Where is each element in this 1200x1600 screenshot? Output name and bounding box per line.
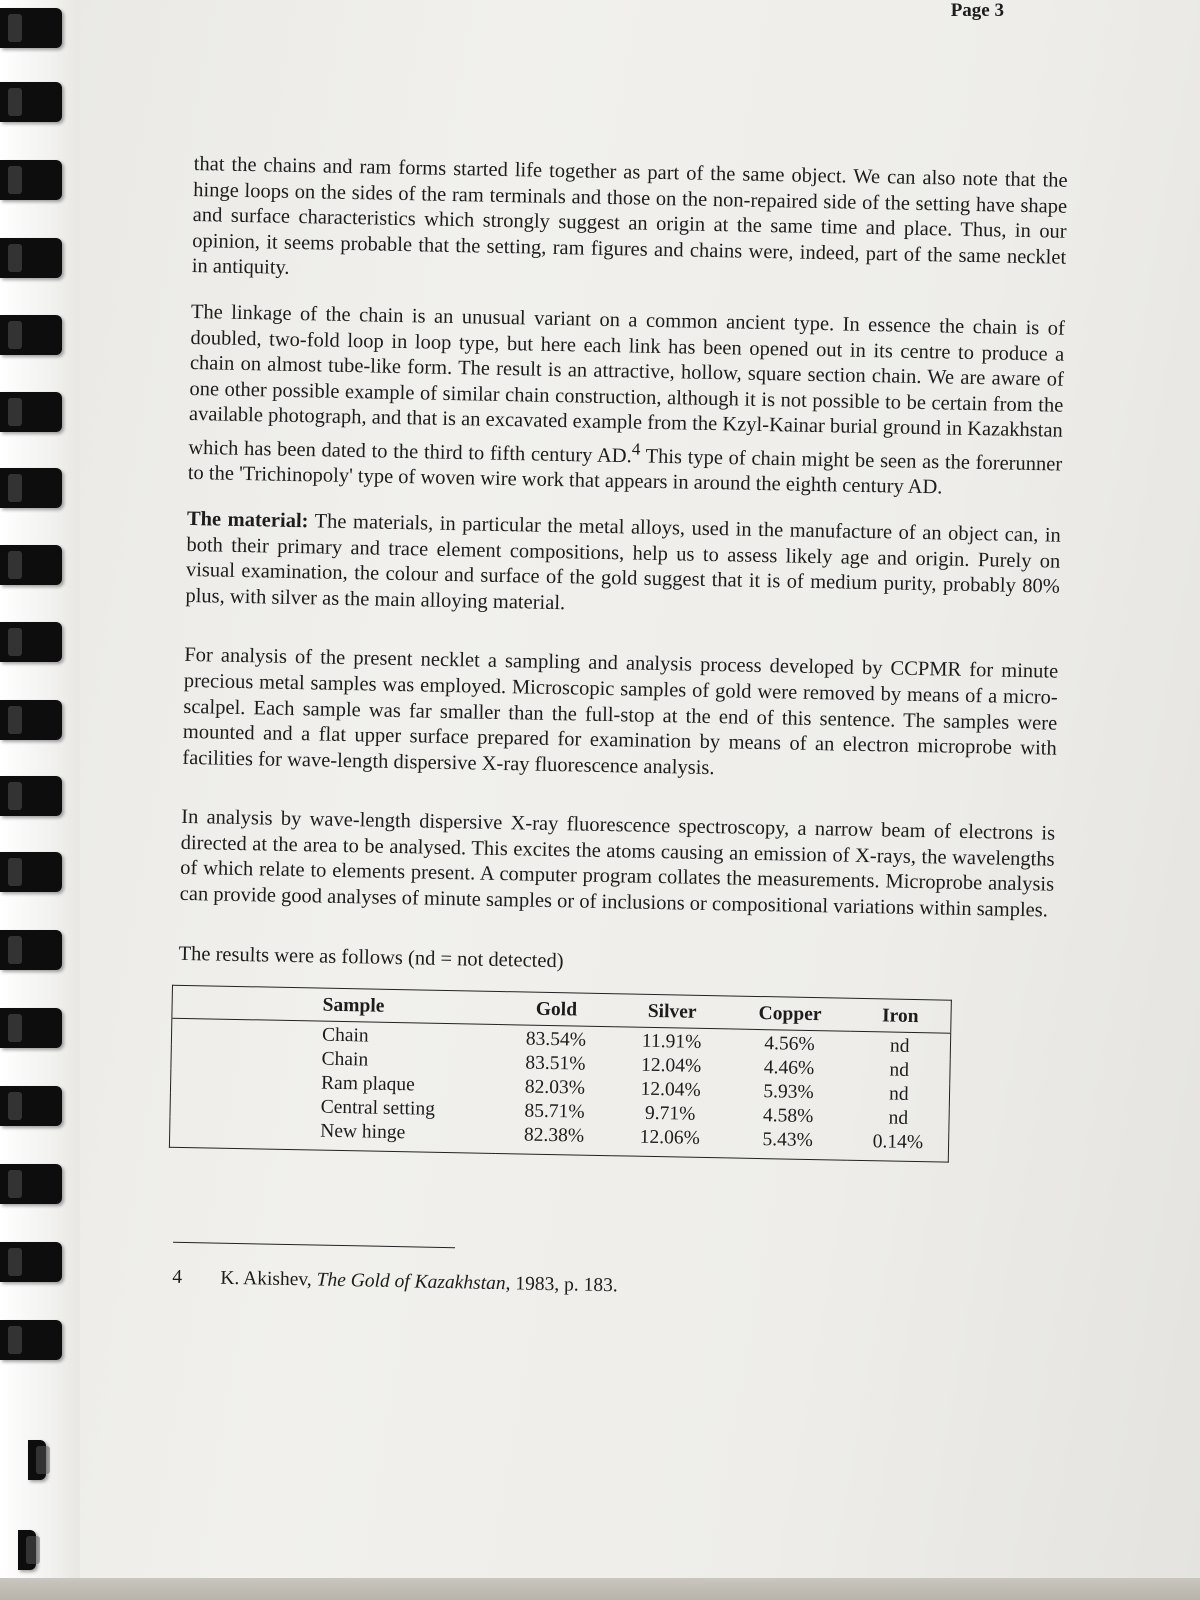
paragraph-chain-linkage bbox=[188, 300, 1065, 504]
binding-comb bbox=[0, 160, 62, 200]
table-cell: Central setting bbox=[320, 1096, 436, 1120]
binding-comb bbox=[0, 545, 62, 585]
binding-comb bbox=[0, 776, 62, 816]
footnote-title: The Gold of Kazakhstan bbox=[316, 1269, 506, 1295]
table-cell: 83.51% bbox=[525, 1052, 586, 1075]
paragraph-provenance: that the chains and ram forms started life together as part of the same object. We can also note that the hinge loops on the sides of the ram terminals and those on the non-repaired side of the setting have shape and surface characteristics which strongly suggest an origin at the same time and place. Thus, in our opinion, it seems probable that the setting, ram figures and chains were, indeed, part of the same necklet in antiquity. bbox=[191, 152, 1068, 280]
footnote-details: , 1983, p. 183. bbox=[505, 1273, 618, 1297]
binding-comb bbox=[0, 622, 62, 662]
paragraph-text: This type of chain might be seen as the forerunner to the 'Trichinopoly' type of woven wire work that appears in around the eighth century AD. bbox=[187, 445, 1063, 499]
binding-comb bbox=[0, 700, 62, 740]
footnote-text bbox=[220, 1266, 618, 1299]
footnote bbox=[172, 1265, 1046, 1307]
table-cell: 5.93% bbox=[763, 1080, 814, 1103]
paragraph-text: The linkage of the chain is an unusual variant on a common ancient type. In essence the chain is of doubled, two-fold loop in loop type, but here each link has been opened out in its centre to produce a chain on almost tube-like form. The result is an attractive, hollow, square section chain. We are aware of one other possible example of similar chain construction, although it is not possible to be certain from the available photograph, and that is an excavated example from the Kzyl-Kainar burial ground in Kazakhstan which has been dated to the third to fifth century AD. bbox=[188, 300, 1065, 468]
binding-comb bbox=[0, 852, 62, 892]
paragraph-text: The materials, in particular the metal alloys, used in the manufacture of an object can, in both their primary and trace element compositions, help us to assess likely age and origin. Purely on visual examination, the colour and surface of the gold suggest that it is of medium purity, probably 80% plus, with silver as the main alloying material. bbox=[185, 510, 1062, 614]
section-lead: The material: bbox=[186, 507, 309, 533]
page-content bbox=[172, 152, 1068, 1307]
table-cell: 9.71% bbox=[644, 1102, 696, 1125]
table-cell: 12.04% bbox=[640, 1078, 701, 1101]
column-header: Silver bbox=[647, 1001, 697, 1024]
binding-comb bbox=[18, 1530, 36, 1570]
table-cell: 0.14% bbox=[872, 1131, 924, 1154]
binding-comb bbox=[28, 1440, 46, 1480]
table-cell: nd bbox=[888, 1083, 909, 1105]
binding-comb bbox=[0, 1086, 62, 1126]
table-cell: nd bbox=[889, 1035, 910, 1057]
table-cell: Ram plaque bbox=[320, 1072, 416, 1096]
table-cell: Chain bbox=[321, 1048, 369, 1071]
table-cell: 82.03% bbox=[524, 1076, 586, 1099]
paragraph-xrf: In analysis by wave-length dispersive X-ray fluorescence spectroscopy, a narrow beam of electrons is directed at the area to be analysed. This excites the atoms causing an emission of X-rays, the wavelengths of which relate to elements present. A computer program collates the measurements. Microprobe analysis can provide good analyses of minute samples or of inclusions or compositional variations within samples. bbox=[179, 806, 1056, 922]
page-number: Page 3 bbox=[950, 0, 1004, 21]
table-cell: New hinge bbox=[320, 1120, 406, 1144]
binding-comb bbox=[0, 1320, 62, 1360]
results-table bbox=[169, 985, 952, 1163]
desk-surface bbox=[0, 1578, 1200, 1600]
binding-comb bbox=[0, 930, 62, 970]
footnote-number: 4 bbox=[172, 1266, 183, 1288]
column-header: Copper bbox=[758, 1003, 822, 1026]
table-cell: Chain bbox=[321, 1024, 369, 1047]
table-cell: nd bbox=[889, 1059, 910, 1081]
footnote-divider bbox=[173, 1242, 455, 1248]
table-cell: 85.71% bbox=[524, 1100, 585, 1123]
table-cell: 11.91% bbox=[641, 1030, 702, 1053]
column-header: Sample bbox=[322, 994, 385, 1018]
binding-comb bbox=[0, 468, 62, 508]
table-cell: 82.38% bbox=[523, 1124, 585, 1147]
column-header: Iron bbox=[881, 1005, 919, 1028]
table-cell: 4.56% bbox=[764, 1032, 815, 1055]
table-cell: 12.04% bbox=[640, 1054, 702, 1077]
binding-comb bbox=[0, 315, 62, 355]
table-cell: 12.06% bbox=[639, 1126, 701, 1149]
column-header: Gold bbox=[535, 998, 578, 1021]
paragraph-sampling: For analysis of the present necklet a sampling and analysis process developed by CCPMR for minute precious metal samples was employed. Microscopic samples of gold were removed by means of a micro-scalpel. Each sample was far smaller than the full-stop at the end of this sentence. The samples were mounted and a flat upper surface prepared for examination by means of an electron microprobe with facilities for wave-length dispersive X-ray fluorescence analysis. bbox=[182, 644, 1059, 779]
binding-comb bbox=[0, 1242, 62, 1282]
binding-comb bbox=[0, 1164, 62, 1204]
footnote-author: K. Akishev, bbox=[220, 1267, 317, 1291]
table-cell: 83.54% bbox=[525, 1028, 587, 1051]
table-cell: 4.46% bbox=[763, 1056, 815, 1079]
binding-comb bbox=[0, 238, 62, 278]
spiral-binding bbox=[0, 0, 80, 1600]
binding-comb bbox=[0, 1008, 62, 1048]
binding-comb bbox=[0, 392, 62, 432]
paragraph-material bbox=[185, 507, 1061, 626]
table-cell: nd bbox=[888, 1107, 909, 1129]
table-cell: 4.58% bbox=[762, 1104, 814, 1127]
binding-comb bbox=[0, 82, 62, 122]
binding-comb bbox=[0, 8, 62, 48]
table-cell: 5.43% bbox=[762, 1128, 814, 1151]
results-intro: The results were as follows (nd = not detected) bbox=[178, 942, 564, 972]
footnote-reference: 4 bbox=[631, 439, 641, 459]
